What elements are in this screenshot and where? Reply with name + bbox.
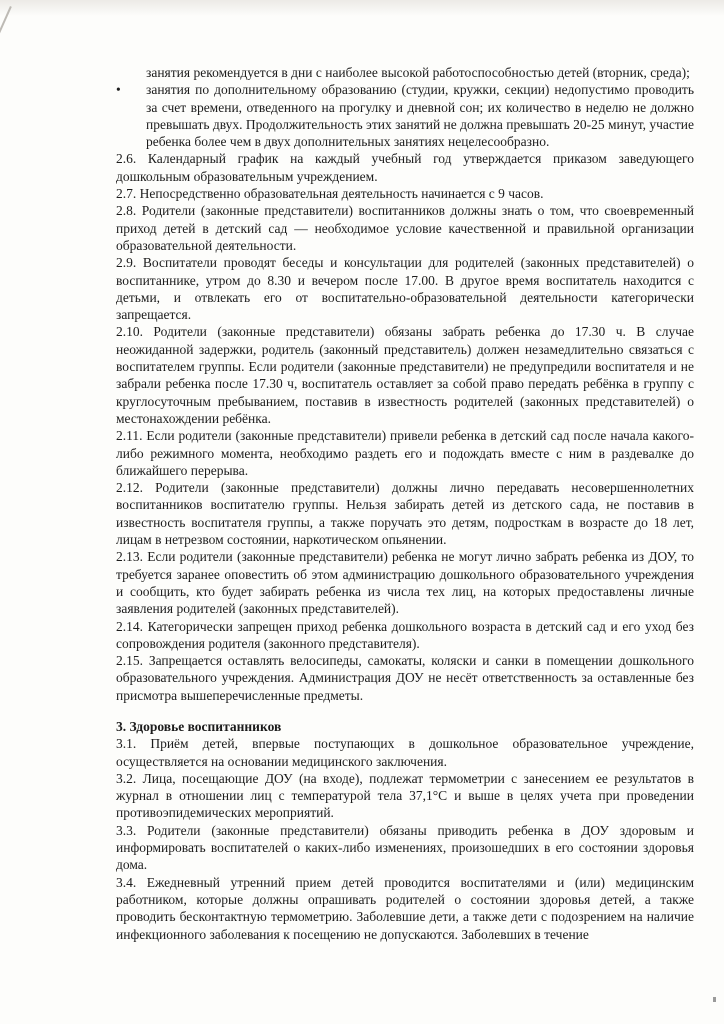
paragraph-2-15: 2.15. Запрещается оставлять велосипеды, самокаты, коляски и санки в помещении дошкольного образовательного учреждения. Администрация ДОУ не несёт ответственность за оставленные без присмотра вышеперечисленные предметы. bbox=[116, 653, 694, 703]
bullet-icon: • bbox=[116, 82, 121, 98]
list-continuation: занятия рекомендуется в дни с наиболее высокой работоспособностью детей (вторник, среда); bbox=[146, 65, 690, 80]
paragraph-2-11: 2.11. Если родители (законные представители) привели ребенка в детский сад после начала какого-либо режимного момента, необходимо раздеть его и подождать вместе с ним в раздевалке до ближайшего перерыва. bbox=[116, 428, 694, 478]
scan-page-edge bbox=[0, 6, 12, 80]
paragraph-2-14: 2.14. Категорически запрещен приход ребенка дошкольного возраста в детский сад и его уход без сопровождения родителя (законного представителя). bbox=[116, 618, 694, 651]
scan-shadow-top bbox=[0, 0, 724, 16]
bullet-list bbox=[116, 81, 694, 150]
paragraph-3-1: 3.1. Приём детей, впервые поступающих в дошкольное образовательное учреждение, осуществляется на основании медицинского заключения. bbox=[116, 736, 694, 769]
paragraph-2-7: 2.7. Непосредственно образовательная деятельность начинается с 9 часов. bbox=[116, 186, 544, 202]
paragraph-3-2: 3.2. Лица, посещающие ДОУ (на входе), подлежат термометрии с занесением ее результатов в журнал в отношении лиц с температурой тела 37,1°С и выше в целях учета при проведении противоэпидемических мероприятий. bbox=[116, 770, 694, 821]
paragraph-3-3: 3.3. Родители (законные представители) обязаны приводить ребенка в ДОУ здоровым и информировать воспитателей о каких-либо изменениях, произошедших в его состоянии здоровья дома. bbox=[116, 822, 694, 873]
paragraph-2-8: 2.8. Родители (законные представители) воспитанников должны знать о том, что своевременный приход детей в детский сад — необходимое условие качественной и правильной организации образовательной деятельности. bbox=[116, 203, 694, 253]
paragraph-3-4: 3.4. Ежедневный утренний прием детей проводится воспитателями и (или) медицинским работником, которые должны опрашивать родителей о состоянии здоровья детей, а также проводить бесконтактную термометрию. Заболевшие дети, а также дети с подозрением на наличие инфекционного заболевания к посещению не допускаются. Заболевших в течение bbox=[116, 874, 694, 942]
paragraph-2-10: 2.10. Родители (законные представители) обязаны забрать ребенка до 17.30 ч. В случае неожиданной задержки, родитель (законный представитель) должен незамедлительно связаться с воспитателем группы. Если родители (законные представители) не предупредили воспитателя и не забрали ребенка после 17.30 ч, воспитатель оставляет за собой право передать ребёнка в группу с круглосуточным пребыванием, поставив в известность родителей (законных представителей) о местонахождении ребёнка. bbox=[116, 324, 694, 426]
paragraph-2-9: 2.9. Воспитатели проводят беседы и консультации для родителей (законных представителей) о воспитаннике, утром до 8.30 и вечером после 17.00. В другое время воспитатель находится с детьми, и отвлекать его от воспитательно-образовательной деятельности категорически запрещается. bbox=[116, 255, 694, 323]
paragraph-2-6: 2.6. Календарный график на каждый учебный год утверждается приказом заведующего дошкольным образовательным учреждением. bbox=[116, 151, 694, 184]
paragraph-2-13: 2.13. Если родители (законные представители) ребенка не могут лично забрать ребенка из ДОУ, то требуется заранее оповестить об этом администрацию дошкольного образовательного учреждения и сообщить, кто будет забирать ребенка из числа тех лиц, на которых предоставлены личные заявления родителей (законных представителей). bbox=[116, 549, 694, 617]
section-title: 3. Здоровье воспитанников bbox=[116, 718, 282, 734]
scan-artifact bbox=[713, 997, 716, 1002]
list-item bbox=[116, 81, 694, 150]
paragraph-2-12: 2.12. Родители (законные представители) должны лично передавать несовершеннолетних воспитанников воспитателю группы. Нельзя забирать детей из детского сада, не поставив в известность воспитателя группы, а также поручать это детям, подросткам в возрасте до 18 лет, лицам в нетрезвом состоянии, наркотическом опьянении. bbox=[116, 480, 694, 548]
list-item-text: занятия по дополнительному образованию (студии, кружки, секции) недопустимо проводить за счет времени, отведенного на прогулку и дневной сон; их количество в неделю не должно превышать двух. Продолжительность этих занятий не должна превышать 20-25 минут, участие ребенка более чем в двух дополнительных занятиях нецелесообразно. bbox=[146, 82, 695, 150]
document-body bbox=[116, 64, 694, 943]
